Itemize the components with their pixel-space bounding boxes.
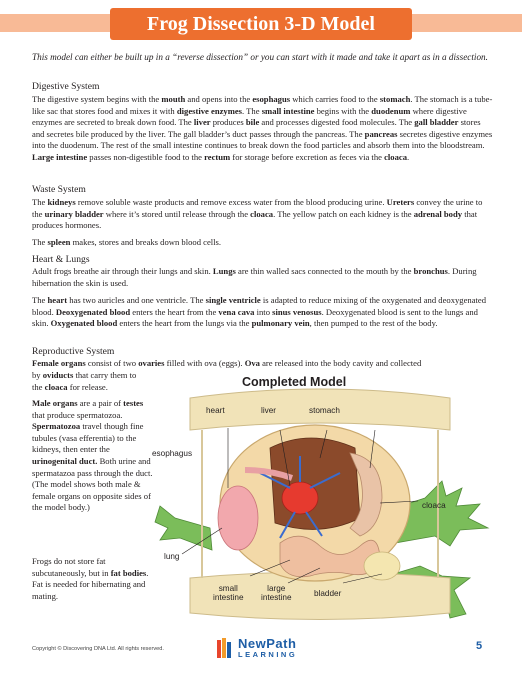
model-title: Completed Model [242, 375, 347, 389]
label-large-intestine: large intestine [261, 584, 292, 602]
lung-organ [218, 486, 258, 550]
page-number: 5 [476, 640, 483, 652]
lungs-paragraph: Adult frogs breathe air through their lungs and skin. Lungs are thin walled sacs connected to the mouth by the bronchus. During hibernation the skin is used. [32, 266, 477, 288]
label-liver: liver [261, 406, 277, 415]
logo-learning: LEARNING [238, 650, 298, 659]
page-title: Frog Dissection 3-D Model [147, 13, 375, 35]
label-cloaca: cloaca [422, 501, 446, 510]
intro-text: This model can either be built up in a “reverse dissection” or you can start with it made and take it apart as in a dissection. [32, 52, 488, 62]
title-banner [0, 2, 522, 44]
waste-heading: Waste System [32, 184, 86, 195]
logo-newpath: NewPath [238, 636, 297, 651]
label-lung: lung [164, 552, 180, 561]
female-line1: Female organs consist of two ovaries filled with ova (eggs). Ova are released into the body cavity and collected [32, 358, 422, 368]
label-bladder: bladder [314, 589, 342, 598]
female-line2: by oviducts that carry them to the cloaca for release. [32, 370, 137, 392]
bladder-organ [364, 552, 400, 580]
label-small-intestine: small intestine [213, 584, 244, 602]
spleen-paragraph: The spleen makes, stores and breaks down blood cells. [32, 237, 222, 247]
heart-paragraph: The heart has two auricles and one ventricle. The single ventricle is adapted to reduce mixing of the oxygenated and deoxygenated blood. Deoxygenated blood enters the heart from the vena cava into sinus venosus. Deoxygenated blood is sent to the lungs and skin. Oxygenated blood enters the heart from the lungs via the pulmonary vein, then pumped to the rest of the body. [32, 295, 487, 329]
newpath-logo [216, 636, 316, 662]
male-paragraph: Male organs are a pair of testes that produce spermatozoa. Spermatozoa travel though fine tubules (vasa efferentia) to the kidneys, then enter the urinogenital duct. Both urine and spermatazoa pass through the duct. (The model shows both male & female organs on opposite sides of the model body.) [32, 398, 153, 513]
digestive-paragraph: The digestive system begins with the mouth and opens into the esophagus which carries food to the stomach. The stomach is a tube-like sac that stores food and mixes it with digestive enzymes. The small intestine begins with the duodenum where digestive enzymes are secreted to break down food. The liver produces bile and processes digested food molecules. The gall bladder stores and secretes bile produced by the liver. The gall bladder’s duct passes through the pancreas. The pancreas secretes digestive enzymes into the duodenum. The rest of the small intestine continues to break down the food particles and absorb them into the bloodstream. Large intestine passes non-digestible food to the rectum for storage before excretion as feces via the cloaca. [32, 94, 493, 162]
copyright-text: Copyright © Discovering DNA Ltd. All rights reserved. [32, 646, 164, 652]
book-stack-icon [216, 636, 236, 660]
fat-paragraph: Frogs do not store fat subcutaneously, but in fat bodies. Fat is needed for hibernating and mating. [32, 556, 149, 601]
waste-paragraph: The kidneys remove soluble waste products and remove excess water from the blood producing urine. Ureters convey the urine to the urinary bladder where it’s stored until release through the cloaca. The yellow patch on each kidney is the adrenal body that produces hormones. [32, 197, 483, 231]
heart-heading: Heart & Lungs [32, 254, 90, 265]
digestive-heading: Digestive System [32, 81, 100, 92]
label-heart: heart [206, 406, 225, 415]
reproductive-heading: Reproductive System [32, 346, 115, 357]
label-esophagus: esophagus [152, 449, 193, 458]
label-stomach: stomach [309, 406, 340, 415]
